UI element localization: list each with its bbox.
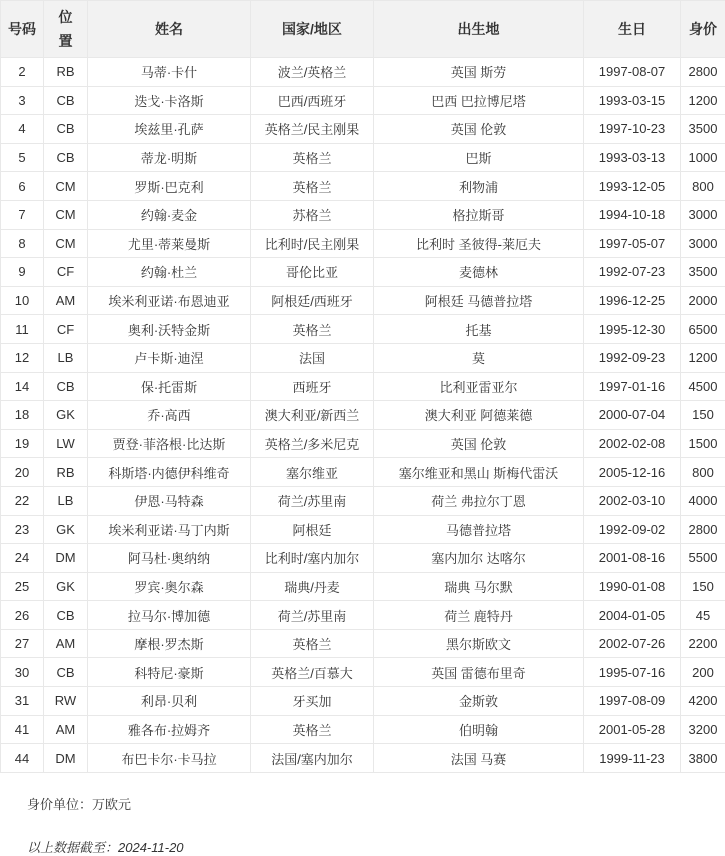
cell-country: 荷兰/苏里南 <box>251 601 374 630</box>
cell-position: CB <box>44 115 88 144</box>
cell-number: 19 <box>1 429 44 458</box>
cell-country: 英格兰 <box>251 629 374 658</box>
cell-number: 41 <box>1 715 44 744</box>
cell-number: 11 <box>1 315 44 344</box>
table-row <box>1 229 725 258</box>
table-row <box>1 401 725 430</box>
cell-country: 波兰/英格兰 <box>251 58 374 87</box>
cell-number: 9 <box>1 258 44 287</box>
cell-birthplace: 荷兰 弗拉尔丁恩 <box>374 486 584 515</box>
cell-birthday: 1992-07-23 <box>584 258 681 287</box>
cell-birthday: 1990-01-08 <box>584 572 681 601</box>
cell-birthplace: 阿根廷 马德普拉塔 <box>374 286 584 315</box>
cell-birthday: 1997-10-23 <box>584 115 681 144</box>
value-unit-note: 身价单位：万欧元 <box>27 794 725 813</box>
cell-name: 保·托雷斯 <box>88 372 251 401</box>
cell-country: 英格兰/百慕大 <box>251 658 374 687</box>
cell-birthplace: 麦德林 <box>374 258 584 287</box>
cell-number: 10 <box>1 286 44 315</box>
cell-name: 贾登·菲洛根·比达斯 <box>88 429 251 458</box>
cell-position: AM <box>44 715 88 744</box>
cell-market-value: 4000 <box>681 486 725 515</box>
table-row <box>1 315 725 344</box>
cell-birthday: 2002-02-08 <box>584 429 681 458</box>
cell-position: GK <box>44 515 88 544</box>
cell-market-value: 5500 <box>681 544 725 573</box>
cell-name: 蒂龙·明斯 <box>88 143 251 172</box>
table-row <box>1 258 725 287</box>
cell-market-value: 3200 <box>681 715 725 744</box>
cell-country: 巴西/西班牙 <box>251 86 374 115</box>
cell-name: 伊恩·马特森 <box>88 486 251 515</box>
table-row <box>1 601 725 630</box>
cell-market-value: 2800 <box>681 58 725 87</box>
data-cutoff-note: 以上数据截至：2024-11-20 <box>27 837 725 856</box>
cell-position: GK <box>44 572 88 601</box>
cell-position: CB <box>44 143 88 172</box>
cell-number: 7 <box>1 200 44 229</box>
cell-position: CB <box>44 658 88 687</box>
cell-country: 西班牙 <box>251 372 374 401</box>
cell-name: 埃米利亚诺·马丁内斯 <box>88 515 251 544</box>
cell-country: 法国/塞内加尔 <box>251 744 374 773</box>
cell-birthplace: 英国 斯劳 <box>374 58 584 87</box>
cell-name: 布巴卡尔·卡马拉 <box>88 744 251 773</box>
cell-number: 2 <box>1 58 44 87</box>
cell-number: 27 <box>1 629 44 658</box>
cell-market-value: 2800 <box>681 515 725 544</box>
column-header-label: 身价 <box>689 21 717 37</box>
cell-name: 罗斯·巴克利 <box>88 172 251 201</box>
cell-birthday: 1997-08-09 <box>584 687 681 716</box>
cell-birthday: 2001-08-16 <box>584 544 681 573</box>
cell-position: CF <box>44 315 88 344</box>
cell-birthday: 1994-10-18 <box>584 200 681 229</box>
cell-birthday: 2002-03-10 <box>584 486 681 515</box>
cell-position: LB <box>44 486 88 515</box>
cell-number: 25 <box>1 572 44 601</box>
cell-birthday: 2001-05-28 <box>584 715 681 744</box>
cell-birthplace: 瑞典 马尔默 <box>374 572 584 601</box>
table-row <box>1 515 725 544</box>
cell-country: 英格兰 <box>251 143 374 172</box>
cell-number: 20 <box>1 458 44 487</box>
table-row <box>1 658 725 687</box>
cell-position: CM <box>44 172 88 201</box>
cell-name: 迭戈·卡洛斯 <box>88 86 251 115</box>
cell-name: 利昂·贝利 <box>88 687 251 716</box>
table-row <box>1 343 725 372</box>
cell-birthplace: 比利时 圣彼得-莱厄夫 <box>374 229 584 258</box>
cell-position: CB <box>44 372 88 401</box>
cell-name: 摩根·罗杰斯 <box>88 629 251 658</box>
cell-birthplace: 伯明翰 <box>374 715 584 744</box>
cell-number: 5 <box>1 143 44 172</box>
column-header-label: 国家/地区 <box>282 21 342 37</box>
cell-market-value: 1000 <box>681 143 725 172</box>
cell-country: 瑞典/丹麦 <box>251 572 374 601</box>
table-row <box>1 143 725 172</box>
cell-name: 罗宾·奥尔森 <box>88 572 251 601</box>
header-row <box>1 1 725 58</box>
cell-birthplace: 莫 <box>374 343 584 372</box>
cell-position: CB <box>44 601 88 630</box>
cell-country: 塞尔维亚 <box>251 458 374 487</box>
cell-position: DM <box>44 544 88 573</box>
cell-birthday: 1996-12-25 <box>584 286 681 315</box>
column-header-country <box>251 1 374 58</box>
table-header <box>1 1 725 58</box>
column-header-name <box>88 1 251 58</box>
column-header-birthplace <box>374 1 584 58</box>
cell-market-value: 150 <box>681 401 725 430</box>
cell-birthday: 1997-08-07 <box>584 58 681 87</box>
cell-market-value: 45 <box>681 601 725 630</box>
cell-name: 乔·高西 <box>88 401 251 430</box>
cell-birthplace: 塞内加尔 达喀尔 <box>374 544 584 573</box>
cell-birthplace: 法国 马赛 <box>374 744 584 773</box>
table-row <box>1 486 725 515</box>
cell-country: 比利时/民主刚果 <box>251 229 374 258</box>
cell-position: LW <box>44 429 88 458</box>
cell-country: 阿根廷/西班牙 <box>251 286 374 315</box>
cell-position: RB <box>44 458 88 487</box>
cell-birthday: 2002-07-26 <box>584 629 681 658</box>
cell-name: 阿马杜·奥纳纳 <box>88 544 251 573</box>
cell-market-value: 800 <box>681 172 725 201</box>
cell-market-value: 3000 <box>681 200 725 229</box>
cell-market-value: 4200 <box>681 687 725 716</box>
cell-birthday: 2004-01-05 <box>584 601 681 630</box>
table-row <box>1 86 725 115</box>
cell-birthplace: 黑尔斯欧文 <box>374 629 584 658</box>
cell-birthplace: 英国 雷德布里奇 <box>374 658 584 687</box>
cell-birthday: 1995-12-30 <box>584 315 681 344</box>
cell-market-value: 1500 <box>681 429 725 458</box>
cell-market-value: 3500 <box>681 115 725 144</box>
cell-number: 22 <box>1 486 44 515</box>
cell-market-value: 3500 <box>681 258 725 287</box>
table-body <box>1 58 725 773</box>
cell-birthday: 1993-12-05 <box>584 172 681 201</box>
cell-country: 荷兰/苏里南 <box>251 486 374 515</box>
cell-number: 6 <box>1 172 44 201</box>
cell-market-value: 1200 <box>681 86 725 115</box>
cell-position: RB <box>44 58 88 87</box>
table-row <box>1 629 725 658</box>
table-row <box>1 429 725 458</box>
table-row <box>1 115 725 144</box>
column-header-position <box>44 1 88 58</box>
cell-birthday: 1993-03-15 <box>584 86 681 115</box>
cell-birthplace: 塞尔维亚和黑山 斯梅代雷沃 <box>374 458 584 487</box>
cell-birthplace: 巴斯 <box>374 143 584 172</box>
cell-birthday: 1999-11-23 <box>584 744 681 773</box>
cell-position: LB <box>44 343 88 372</box>
cell-name: 科斯塔·内德伊科维奇 <box>88 458 251 487</box>
cell-number: 18 <box>1 401 44 430</box>
table-row <box>1 172 725 201</box>
cell-market-value: 800 <box>681 458 725 487</box>
cell-number: 3 <box>1 86 44 115</box>
cell-birthday: 1992-09-23 <box>584 343 681 372</box>
cell-name: 尤里·蒂莱曼斯 <box>88 229 251 258</box>
cell-position: RW <box>44 687 88 716</box>
cell-market-value: 6500 <box>681 315 725 344</box>
cell-birthday: 1993-03-13 <box>584 143 681 172</box>
cell-market-value: 3000 <box>681 229 725 258</box>
column-header-number <box>1 1 44 58</box>
cell-number: 8 <box>1 229 44 258</box>
cell-name: 埃米利亚诺·布恩迪亚 <box>88 286 251 315</box>
cell-name: 奥利·沃特金斯 <box>88 315 251 344</box>
column-header-birthday <box>584 1 681 58</box>
cell-market-value: 150 <box>681 572 725 601</box>
cell-country: 英格兰/民主刚果 <box>251 115 374 144</box>
cell-country: 比利时/塞内加尔 <box>251 544 374 573</box>
cell-number: 30 <box>1 658 44 687</box>
cell-birthplace: 巴西 巴拉博尼塔 <box>374 86 584 115</box>
cell-birthplace: 英国 伦敦 <box>374 429 584 458</box>
table-row <box>1 544 725 573</box>
cell-country: 澳大利亚/新西兰 <box>251 401 374 430</box>
footer-notes <box>0 773 725 856</box>
cell-position: AM <box>44 286 88 315</box>
cell-birthday: 2005-12-16 <box>584 458 681 487</box>
column-header-label: 出生地 <box>458 21 500 37</box>
cell-market-value: 4500 <box>681 372 725 401</box>
cell-birthplace: 利物浦 <box>374 172 584 201</box>
cell-birthday: 1992-09-02 <box>584 515 681 544</box>
cell-position: DM <box>44 744 88 773</box>
column-header-market-value <box>681 1 725 58</box>
cell-birthplace: 澳大利亚 阿德莱德 <box>374 401 584 430</box>
cell-birthplace: 荷兰 鹿特丹 <box>374 601 584 630</box>
cell-position: CM <box>44 200 88 229</box>
cell-number: 31 <box>1 687 44 716</box>
column-header-label: 位置 <box>59 5 73 54</box>
cell-name: 拉马尔·博加德 <box>88 601 251 630</box>
cell-country: 英格兰 <box>251 715 374 744</box>
cell-number: 24 <box>1 544 44 573</box>
cell-position: CF <box>44 258 88 287</box>
table-row <box>1 744 725 773</box>
table-row <box>1 200 725 229</box>
cell-position: CM <box>44 229 88 258</box>
cell-birthplace: 金斯敦 <box>374 687 584 716</box>
table-row <box>1 458 725 487</box>
cell-number: 12 <box>1 343 44 372</box>
cell-name: 卢卡斯·迪涅 <box>88 343 251 372</box>
cell-country: 哥伦比亚 <box>251 258 374 287</box>
cell-number: 23 <box>1 515 44 544</box>
cell-birthplace: 马德普拉塔 <box>374 515 584 544</box>
column-header-label: 生日 <box>618 21 646 37</box>
cell-birthplace: 托基 <box>374 315 584 344</box>
cell-birthplace: 英国 伦敦 <box>374 115 584 144</box>
cell-country: 苏格兰 <box>251 200 374 229</box>
cell-country: 英格兰 <box>251 172 374 201</box>
cell-birthplace: 格拉斯哥 <box>374 200 584 229</box>
cell-market-value: 2000 <box>681 286 725 315</box>
cell-market-value: 3800 <box>681 744 725 773</box>
cell-number: 4 <box>1 115 44 144</box>
table-row <box>1 687 725 716</box>
column-header-label: 号码 <box>8 21 36 37</box>
cell-number: 14 <box>1 372 44 401</box>
cell-birthday: 1995-07-16 <box>584 658 681 687</box>
cell-position: GK <box>44 401 88 430</box>
cell-market-value: 1200 <box>681 343 725 372</box>
cell-name: 科特尼·豪斯 <box>88 658 251 687</box>
cell-country: 牙买加 <box>251 687 374 716</box>
cell-birthday: 2000-07-04 <box>584 401 681 430</box>
cell-name: 约翰·麦金 <box>88 200 251 229</box>
cell-birthplace: 比利亚雷亚尔 <box>374 372 584 401</box>
table-row <box>1 372 725 401</box>
cell-name: 马蒂·卡什 <box>88 58 251 87</box>
cell-market-value: 2200 <box>681 629 725 658</box>
cell-country: 阿根廷 <box>251 515 374 544</box>
cell-position: AM <box>44 629 88 658</box>
table-row <box>1 715 725 744</box>
cell-country: 英格兰/多米尼克 <box>251 429 374 458</box>
table-row <box>1 286 725 315</box>
cell-name: 约翰·杜兰 <box>88 258 251 287</box>
table-row <box>1 572 725 601</box>
cell-name: 埃兹里·孔萨 <box>88 115 251 144</box>
cell-number: 44 <box>1 744 44 773</box>
cell-birthday: 1997-01-16 <box>584 372 681 401</box>
table-row <box>1 58 725 87</box>
cell-country: 法国 <box>251 343 374 372</box>
cell-birthday: 1997-05-07 <box>584 229 681 258</box>
cell-number: 26 <box>1 601 44 630</box>
cell-position: CB <box>44 86 88 115</box>
cell-name: 雅各布·拉姆齐 <box>88 715 251 744</box>
cell-country: 英格兰 <box>251 315 374 344</box>
cell-market-value: 200 <box>681 658 725 687</box>
column-header-label: 姓名 <box>155 21 183 37</box>
